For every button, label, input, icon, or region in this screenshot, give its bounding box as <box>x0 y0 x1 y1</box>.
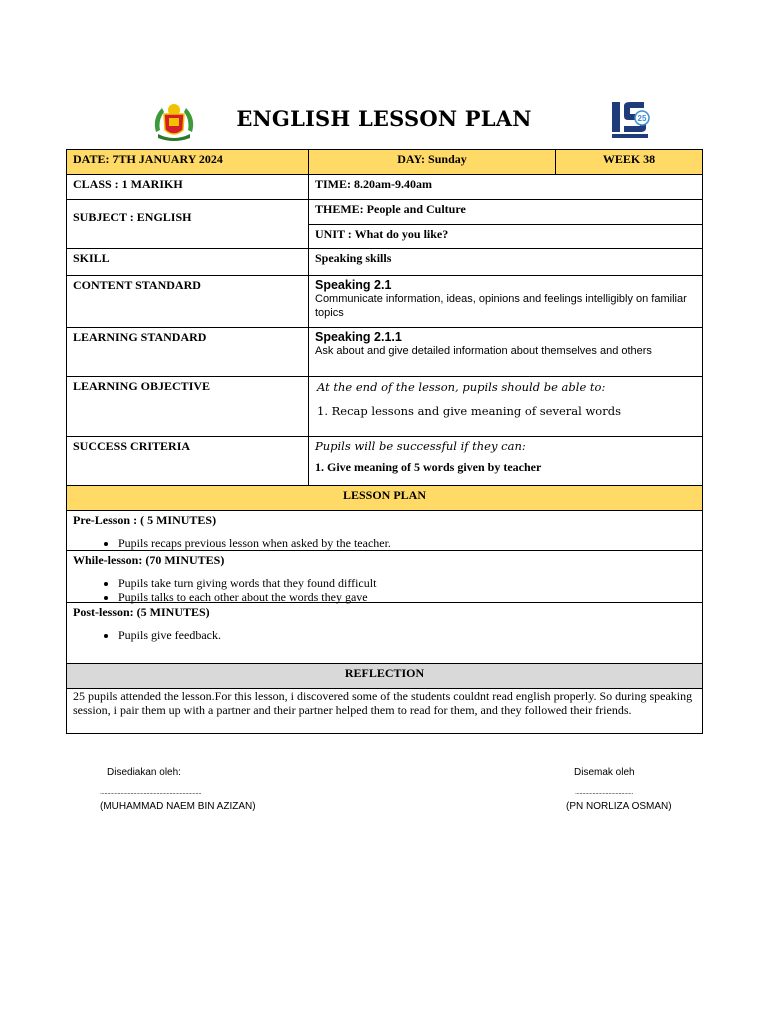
content-standard-heading: Speaking 2.1 <box>315 278 392 292</box>
class-cell: CLASS : 1 MARIKH <box>66 174 309 200</box>
learning-objective-intro: At the end of the lesson, pupils should be able to: <box>317 380 606 394</box>
learning-standard-value <box>308 327 703 377</box>
reflection-heading: REFLECTION <box>66 663 703 689</box>
checked-by-name: (PN NORLIZA OSMAN) <box>566 801 672 812</box>
list-item: • Pupils recaps previous lesson when asked by the teacher. <box>118 537 696 551</box>
success-criteria-label: SUCCESS CRITERIA <box>66 436 309 486</box>
post-lesson-title: Post-lesson: (5 MINUTES) <box>73 605 210 619</box>
checked-by-label: Disemak oleh <box>574 767 635 778</box>
learning-objective-label: LEARNING OBJECTIVE <box>66 376 309 437</box>
learning-standard-heading: Speaking 2.1.1 <box>315 330 402 344</box>
success-criteria-item: 1. Give meaning of 5 words given by teacher <box>315 460 542 474</box>
pre-lesson-list <box>73 537 696 551</box>
time-cell: TIME: 8.20am-9.40am <box>308 174 703 200</box>
pre-lesson-section <box>66 510 703 551</box>
success-criteria-intro: Pupils will be successful if they can: <box>315 439 526 453</box>
page-title: ENGLISH LESSON PLAN <box>236 106 532 131</box>
prepared-by-name: (MUHAMMAD NAEM BIN AZIZAN) <box>100 801 256 812</box>
success-criteria-value <box>308 436 703 486</box>
day-cell: DAY: Sunday <box>308 149 556 175</box>
skill-label: SKILL <box>66 248 309 276</box>
skill-value: Speaking skills <box>308 248 703 276</box>
post-lesson-section <box>66 602 703 664</box>
learning-standard-label: LEARNING STANDARD <box>66 327 309 377</box>
learning-standard-text: Ask about and give detailed information about themselves and others <box>315 345 652 357</box>
week-cell: WEEK 38 <box>555 149 703 175</box>
theme-cell: THEME: People and Culture <box>308 199 703 225</box>
while-lesson-title: While-lesson: (70 MINUTES) <box>73 553 225 567</box>
prepared-by-line: ...................................................................... <box>100 789 202 796</box>
checked-by-line: ........................................ <box>575 789 633 796</box>
list-item: • Pupils talks to each other about the words they gave <box>118 591 696 605</box>
logo-badge-text: 25 <box>637 114 647 123</box>
learning-objective-item: 1. Recap lessons and give meaning of several words <box>317 404 621 418</box>
while-lesson-section <box>66 550 703 603</box>
lesson-plan-heading: LESSON PLAN <box>66 485 703 511</box>
post-lesson-list <box>73 629 696 643</box>
pre-lesson-title: Pre-Lesson : ( 5 MINUTES) <box>73 513 217 527</box>
content-standard-value <box>308 275 703 328</box>
list-item: • Pupils give feedback. <box>118 629 696 643</box>
reflection-text: 25 pupils attended the lesson.For this lesson, i discovered some of the students couldnt read english properly. So during speaking session, i pair them up with a partner and their partner helped them to read for them, and they followed their friends. <box>66 688 703 734</box>
prepared-by-label: Disediakan oleh: <box>107 767 181 778</box>
while-lesson-list <box>73 577 696 604</box>
learning-objective-value <box>308 376 703 437</box>
list-item: • Pupils take turn giving words that they found difficult <box>118 577 696 591</box>
content-standard-label: CONTENT STANDARD <box>66 275 309 328</box>
content-standard-text: Communicate information, ideas, opinions and feelings intelligibly on familiar topics <box>315 293 687 319</box>
date-cell: DATE: 7TH JANUARY 2024 <box>66 149 309 175</box>
unit-cell: UNIT : What do you like? <box>308 224 703 249</box>
subject-cell: SUBJECT : ENGLISH <box>66 199 309 249</box>
